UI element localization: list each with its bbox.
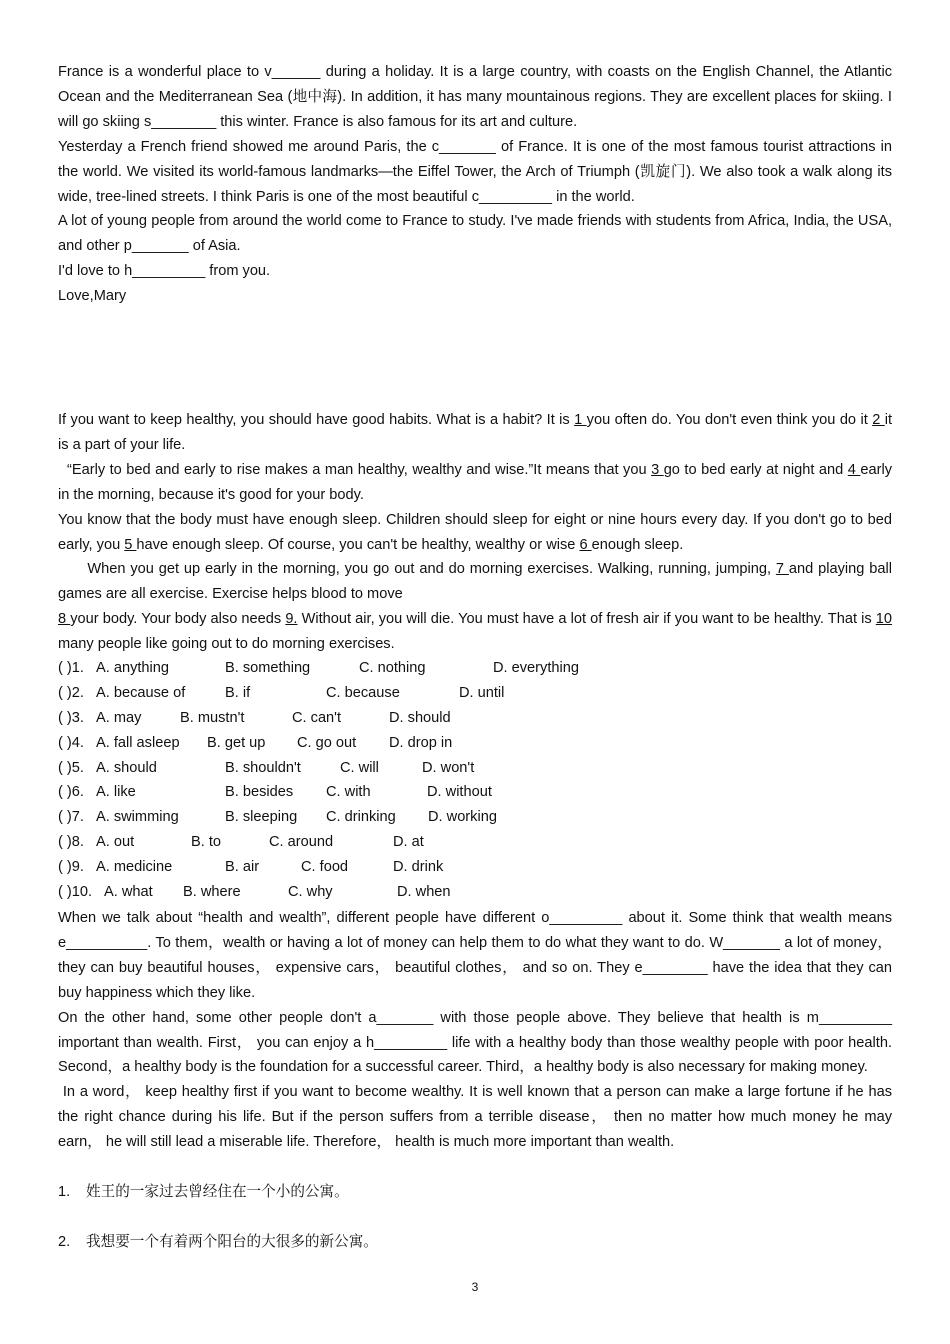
text: enough sleep. (591, 536, 684, 553)
paragraph: A lot of young people from around the world come to France to study. I've made friends with students from Africa, India, the USA, and other p_______ of Asia. (58, 213, 892, 255)
paragraph (58, 458, 892, 508)
text: When you get up early in the morning, you go out and do morning exercises. Walking, running, jumping, (58, 561, 776, 578)
option-b: B. air (225, 859, 260, 876)
paragraph: I'd love to h_________ from you. (58, 263, 271, 280)
text: go to bed early at night and (663, 461, 848, 478)
option-a: A. medicine (96, 859, 173, 876)
text: and playing ball games are all exercise. Exercise helps blood to move (58, 561, 893, 603)
blank-7: 7 (775, 561, 789, 578)
option-d: D. everything (493, 660, 579, 676)
blank-1: 1 (574, 412, 587, 428)
option-c: C. go out (297, 734, 357, 751)
question-number: ( )4. (58, 734, 84, 751)
option-a: A. fall asleep (96, 734, 180, 751)
blank-8: 8 (58, 611, 71, 628)
question-row (58, 656, 892, 681)
text: have enough sleep. Of course, you can't be healthy, wealthy or wise (136, 536, 580, 553)
option-d: D. should (389, 709, 451, 726)
item-number: 1. (58, 1184, 71, 1200)
question-row (58, 880, 892, 905)
paragraph: France is a wonderful place to v______ during a holiday. It is a large country, with coasts on the English Channel, the Atlantic Ocean and the Mediterranean Sea (地中海). In addition, it has many mountainous regions. They are excellent places for skiing. I will go skiing s________ this winter. France is also famous for its art and culture. (58, 64, 892, 130)
paragraph: Yesterday a French friend showed me around Paris, the c_______ of France. It is one of the most famous tourist attractions in the world. We visited its world-famous landmarks—the Eiffel Tower, the Arch of Triumph (凯旋门). We also took a walk along its wide, tree-lined streets. I think Paris is one of the most beautiful c_________ in the world. (58, 138, 892, 205)
option-c: C. because (326, 684, 400, 701)
option-a: A. anything (96, 660, 170, 676)
passage-france (58, 60, 892, 309)
question-number: ( )1. (58, 660, 84, 676)
blank-10: 10 (875, 611, 892, 628)
question-number: ( )9. (58, 859, 84, 876)
option-a: A. swimming (96, 809, 179, 826)
paragraph (58, 508, 892, 558)
blank-9: 9. (285, 611, 298, 628)
question-row (58, 805, 892, 830)
text: Without air, you will die. You must have a lot of fresh air if you want to be healthy. That is (297, 611, 876, 628)
question-list (58, 656, 892, 905)
option-b: B. to (191, 834, 222, 851)
question-number: ( )2. (58, 684, 84, 701)
question-number: ( )10. (58, 884, 93, 901)
option-b: B. shouldn't (225, 759, 301, 776)
option-c: C. food (301, 859, 349, 876)
page-number: 3 (471, 1280, 479, 1294)
option-d: D. won't (422, 759, 475, 776)
option-b: B. where (183, 884, 241, 901)
paragraph: When we talk about “health and wealth”, different people have different o_________ about it. Some think that wealth means e__________. To them，wealth or having a lot of money can help them to do what they want to do. W_______ a lot of money， they can buy beautiful houses， expensive cars， beautiful clothes， and so on. They e________ have the idea that they can buy happiness which they like. (58, 910, 892, 1001)
item-text: 姓王的一家过去曾经住在一个小的公寓。 (86, 1183, 349, 1200)
question-row (58, 731, 892, 756)
option-d: D. working (428, 809, 497, 826)
paragraph (58, 557, 892, 607)
paragraph (58, 607, 892, 657)
question-row (58, 706, 892, 731)
blank-5: 5 (124, 536, 137, 553)
text: You know that the body must have enough sleep. Children should sleep for eight or nine hours every day. If you don't go to bed early, you (58, 511, 892, 553)
text: you often do. You don't even think you do it (586, 412, 873, 428)
text: If you want to keep healthy, you should have good habits. What is a habit? It is (58, 412, 575, 428)
option-b: B. something (225, 660, 311, 676)
option-a: A. should (96, 759, 157, 776)
passage-habits (58, 408, 892, 657)
option-b: B. get up (207, 734, 266, 751)
question-number: ( )3. (58, 709, 84, 726)
option-d: D. until (459, 684, 505, 701)
item-number: 2. (58, 1234, 71, 1250)
option-a: A. like (96, 784, 136, 801)
option-d: D. at (393, 834, 424, 851)
option-b: B. besides (225, 784, 294, 801)
option-c: C. around (269, 834, 334, 851)
option-b: B. mustn't (180, 709, 245, 726)
question-number: ( )6. (58, 784, 84, 801)
question-row (58, 780, 892, 805)
option-d: D. when (397, 884, 451, 901)
question-row (58, 830, 892, 855)
item-text: 我想要一个有着两个阳台的大很多的新公寓。 (86, 1233, 378, 1250)
text: early in the morning, because it's good for your body. (58, 461, 893, 503)
option-c: C. why (288, 884, 333, 901)
passage-health-wealth (58, 906, 892, 1155)
option-a: A. may (96, 709, 142, 726)
blank-4: 4 (847, 461, 861, 478)
option-b: B. if (225, 684, 251, 701)
paragraph: In a word， keep healthy first if you want to become wealthy. It is well known that a person can make a large fortune if he has the right chance during his life. But if the person suffers from a terrible disease， then no matter how much money he may earn， he will still lead a miserable life. Therefore， health is much more important than wealth. (58, 1084, 892, 1151)
option-c: C. drinking (326, 809, 396, 826)
paragraph (58, 408, 892, 458)
question-number: ( )8. (58, 834, 84, 851)
option-c: C. nothing (359, 660, 426, 676)
option-d: D. drop in (389, 734, 453, 751)
blank-2: 2 (872, 412, 885, 428)
paragraph: On the other hand, some other people don't a_______ with those people above. They believe that health is m_________ important than wealth. First， you can enjoy a h_________ life with a healthy body than those wealthy people with poor health. Second，a healthy body is the foundation for a successful career. Third，a healthy body is also necessary for making money. (58, 1009, 892, 1076)
option-d: D. without (427, 784, 492, 801)
text: many people like going out to do morning exercises. (58, 636, 395, 653)
question-row (58, 681, 892, 706)
question-row (58, 756, 892, 781)
option-c: C. can't (292, 709, 342, 726)
option-c: C. will (340, 759, 379, 776)
text: it is a part of your life. (58, 412, 893, 453)
signature-line: Love,Mary (58, 288, 127, 305)
text: “Early to bed and early to rise makes a man healthy, wealthy and wise.”It means that you (58, 461, 652, 478)
question-number: ( )5. (58, 759, 84, 776)
blank-6: 6 (579, 536, 592, 553)
text: your body. Your body also needs (70, 611, 286, 628)
option-a: A. out (96, 834, 135, 851)
option-a: A. what (104, 884, 153, 901)
question-row (58, 855, 892, 880)
option-a: A. because of (96, 684, 186, 701)
question-number: ( )7. (58, 809, 84, 826)
blank-3: 3 (651, 461, 664, 478)
option-d: D. drink (393, 859, 444, 876)
option-b: B. sleeping (225, 809, 298, 826)
option-c: C. with (326, 784, 371, 801)
